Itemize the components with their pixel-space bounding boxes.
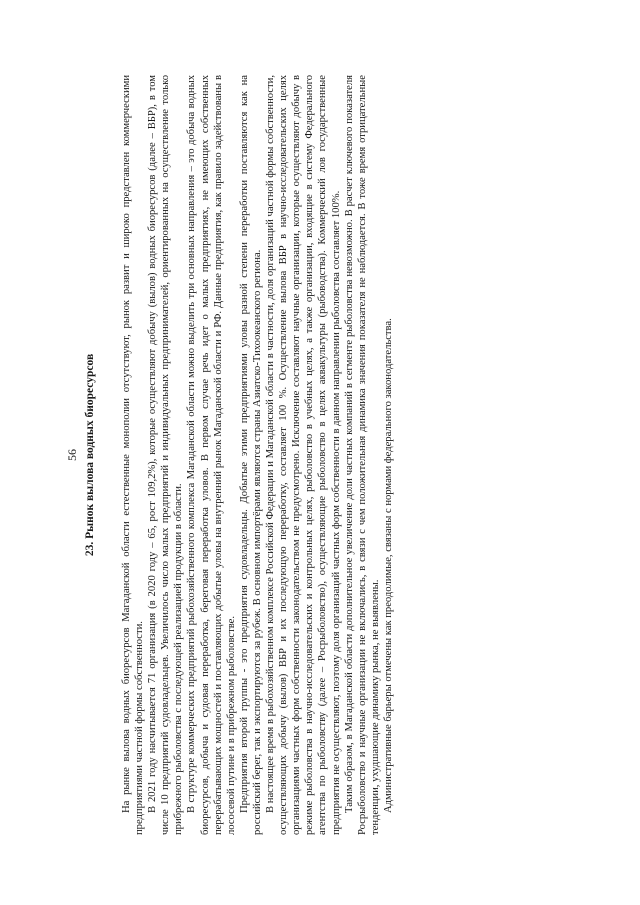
- section-title: 23. Рынок вылова водных биоресурсов: [84, 353, 96, 557]
- paragraph: В 2021 году насчитывается 71 организация (в 2020 году – 65, рост 109,2%), которые осуществляют добычу (вылов) водных биоресурсов (далее – ВБР), в том числе 10 предприятий судовладельцев. Увеличилось число малых предприятий и индивидуальных предпринимателей, ориентированных на осуществление только прибрежного рыболовства с последующей реализацией продукции в области.: [147, 75, 185, 835]
- rotated-content-frame: [65, 75, 570, 835]
- paragraph: В настоящее время в рыбохозяйственном комплексе Российской Федерации и Магаданской области в частности, доля организаций частной формы собственности, осуществляющих добычу (вылов) ВБР и их последующую переработку, составляет 100 %. Осуществление вылова ВБР в научно-исследовательских целях организациями частных форм собственности законодательством не предусмотрено. Исключение составляют научные организации, которые осуществляют добычу в режиме рыболовства в научно-исследовательских и контрольных целях, рыболовство в учебных целях, а также организации, входящие в систему Федерального агентства по рыболовству (далее – Росрыболовство), осуществляющие рыболовство в целях аквакультуры (рыбоводства). Коммерческий лов государственные предприятия не осуществляют, поэтому доля организаций частных форм собственности в данном направлении рыболовства составляет 100%.: [265, 75, 342, 835]
- paragraph: Административные барьеры отмечены как преодолимые, связаны с нормами федерального законодательства.: [382, 318, 394, 813]
- paragraph: Таким образом, в Магаданской области дополнительное увеличение доли частных компаний в сегменте рыболовства невозможно. В расчет ключевого показателя Росрыболовство и научные организации не включались, в связи с чем положительная динамика значения показателя не наблюдается. В тоже время отрицательные тенденции, ухудшающие динамику рынка, не выявлены.: [343, 75, 381, 835]
- page-number: 56: [65, 449, 79, 461]
- body-text: [120, 75, 395, 835]
- paragraph: На рынке вылова водных биоресурсов Магаданской области естественные монополии отсутствуют, рынок развит и широко представлен коммерческими предприятиями частной формы собственности.: [121, 75, 146, 835]
- paragraph: Предприятия второй группы - это предприятия судовладельцы. Добытые этими предприятиями уловы разной степени переработки поставляются как на российский берег, так и экспортируются за рубеж. В основном импортёрами являются страны Азиатско-Тихоокеанского региона.: [238, 75, 263, 835]
- page-content: [65, 75, 570, 835]
- paragraph: В структуре коммерческих предприятий рыбохозяйственного комплекса Магаданской области можно выделить три основных направления – это добыча водных биоресурсов, добыча и судовая переработка, береговая переработка уловов. В первом случае речь идет о малых предприятиях, не имеющих собственных перерабатывающих мощностей и поставляющих добытые уловы на внутренний рынок Магаданской области и РФ. Данные предприятия, как правило задействованы в лососевой путине и в прибрежном рыболовстве.: [186, 75, 237, 835]
